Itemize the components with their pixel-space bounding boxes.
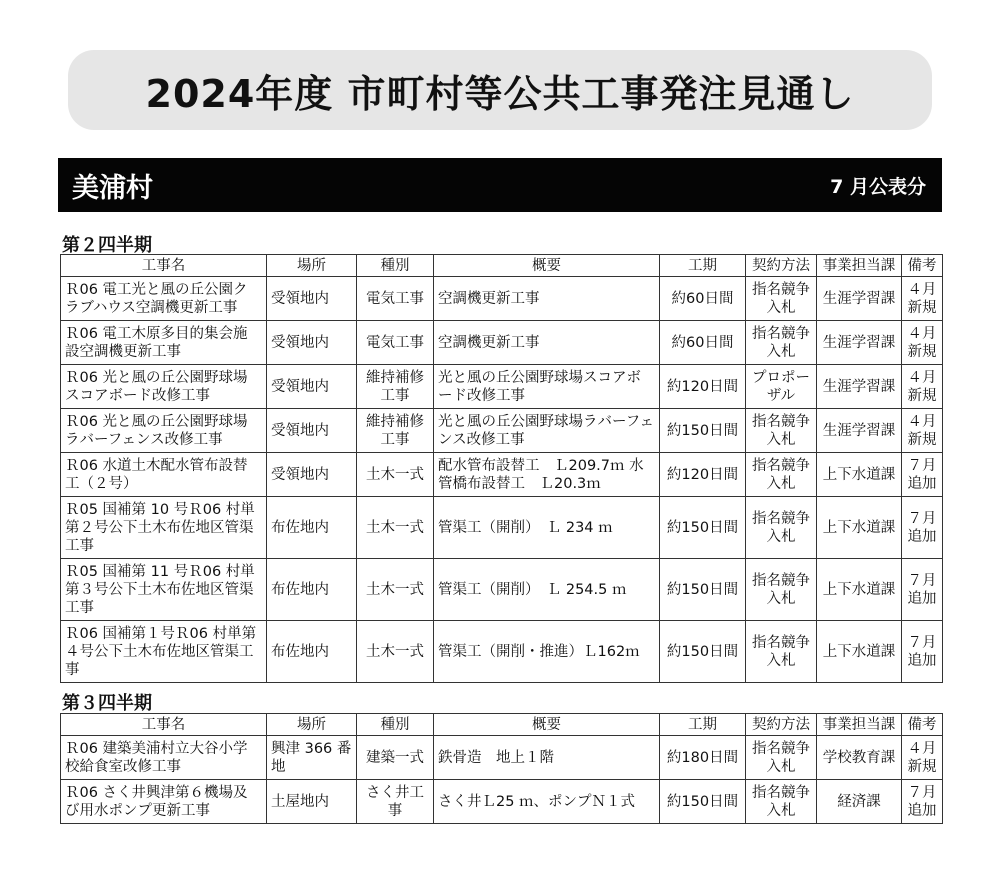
- cell-method: 指名競争入札: [746, 780, 817, 824]
- column-header: 備考: [902, 255, 943, 277]
- cell-period: 約150日間: [660, 497, 746, 559]
- quarter-heading: 第３四半期: [62, 693, 152, 714]
- title-banner: [68, 50, 932, 130]
- cell-summary: 鉄骨造 地上１階: [434, 736, 660, 780]
- column-header: 種別: [357, 255, 434, 277]
- cell-place: 布佐地内: [267, 621, 357, 683]
- cell-type: 電気工事: [357, 277, 434, 321]
- column-header: 工期: [660, 714, 746, 736]
- cell-method: 指名競争入札: [746, 559, 817, 621]
- cell-place: 受領地内: [267, 453, 357, 497]
- cell-type: 土木一式: [357, 621, 434, 683]
- cell-type: さく井工事: [357, 780, 434, 824]
- announcement-label: 7 月公表分: [830, 175, 926, 198]
- cell-note: ４月新規: [902, 409, 943, 453]
- column-header: 概要: [434, 714, 660, 736]
- cell-note: ７月追加: [902, 621, 943, 683]
- table-row: [61, 453, 943, 497]
- works-table-q2: [60, 254, 943, 683]
- cell-dept: 生涯学習課: [817, 409, 902, 453]
- cell-period: 約150日間: [660, 409, 746, 453]
- village-name: 美浦村: [72, 172, 153, 204]
- cell-note: ４月新規: [902, 365, 943, 409]
- cell-method: 指名競争入札: [746, 321, 817, 365]
- column-header: 備考: [902, 714, 943, 736]
- cell-dept: 経済課: [817, 780, 902, 824]
- works-table-q3: [60, 713, 943, 824]
- cell-dept: 生涯学習課: [817, 321, 902, 365]
- cell-summary: 管渠工（開削） Ｌ 234 ｍ: [434, 497, 660, 559]
- page-title: 2024年度 市町村等公共工事発注見通し: [145, 71, 855, 116]
- cell-place: 受領地内: [267, 409, 357, 453]
- column-header: 工事名: [61, 714, 267, 736]
- column-header: 種別: [357, 714, 434, 736]
- cell-summary: 光と風の丘公園野球場スコアボード改修工事: [434, 365, 660, 409]
- cell-type: 維持補修工事: [357, 365, 434, 409]
- table-row: [61, 780, 943, 824]
- table-row: [61, 321, 943, 365]
- cell-place: 土屋地内: [267, 780, 357, 824]
- cell-dept: 学校教育課: [817, 736, 902, 780]
- column-header: 契約方法: [746, 714, 817, 736]
- cell-summary: さく井Ｌ25 ｍ、ポンプＮ１式: [434, 780, 660, 824]
- cell-note: ４月新規: [902, 736, 943, 780]
- cell-dept: 上下水道課: [817, 559, 902, 621]
- cell-summary: 管渠工（開削） Ｌ 254.5 ｍ: [434, 559, 660, 621]
- cell-period: 約120日間: [660, 365, 746, 409]
- cell-name: Ｒ06 電工光と風の丘公園クラブハウス空調機更新工事: [61, 277, 267, 321]
- cell-name: Ｒ05 国補第 10 号Ｒ06 村単第２号公下土木布佐地区管渠工事: [61, 497, 267, 559]
- cell-place: 受領地内: [267, 365, 357, 409]
- cell-period: 約150日間: [660, 621, 746, 683]
- cell-name: Ｒ06 水道土木配水管布設替工（２号）: [61, 453, 267, 497]
- cell-place: 受領地内: [267, 277, 357, 321]
- cell-name: Ｒ06 電工木原多目的集会施設空調機更新工事: [61, 321, 267, 365]
- cell-summary: 光と風の丘公園野球場ラバーフェンス改修工事: [434, 409, 660, 453]
- cell-note: ７月追加: [902, 497, 943, 559]
- table-row: [61, 277, 943, 321]
- cell-method: 指名競争入札: [746, 409, 817, 453]
- cell-place: 布佐地内: [267, 559, 357, 621]
- table-row: [61, 736, 943, 780]
- table-header-row: [61, 714, 943, 736]
- cell-note: ７月追加: [902, 559, 943, 621]
- column-header: 概要: [434, 255, 660, 277]
- cell-note: ４月新規: [902, 321, 943, 365]
- column-header: 事業担当課: [817, 255, 902, 277]
- cell-method: 指名競争入札: [746, 736, 817, 780]
- column-header: 契約方法: [746, 255, 817, 277]
- cell-method: 指名競争入札: [746, 621, 817, 683]
- table-header-row: [61, 255, 943, 277]
- cell-dept: 生涯学習課: [817, 365, 902, 409]
- cell-place: 布佐地内: [267, 497, 357, 559]
- cell-period: 約150日間: [660, 559, 746, 621]
- column-header: 場所: [267, 714, 357, 736]
- cell-type: 土木一式: [357, 559, 434, 621]
- cell-dept: 上下水道課: [817, 621, 902, 683]
- cell-method: 指名競争入札: [746, 277, 817, 321]
- cell-type: 土木一式: [357, 497, 434, 559]
- cell-place: 興津 366 番地: [267, 736, 357, 780]
- cell-note: ７月追加: [902, 453, 943, 497]
- cell-type: 電気工事: [357, 321, 434, 365]
- cell-name: Ｒ06 建築美浦村立大谷小学校給食室改修工事: [61, 736, 267, 780]
- cell-note: ７月追加: [902, 780, 943, 824]
- cell-period: 約60日間: [660, 321, 746, 365]
- cell-type: 建築一式: [357, 736, 434, 780]
- column-header: 場所: [267, 255, 357, 277]
- table-row: [61, 365, 943, 409]
- cell-period: 約120日間: [660, 453, 746, 497]
- cell-summary: 空調機更新工事: [434, 321, 660, 365]
- cell-dept: 上下水道課: [817, 497, 902, 559]
- cell-dept: 生涯学習課: [817, 277, 902, 321]
- cell-period: 約180日間: [660, 736, 746, 780]
- cell-method: 指名競争入札: [746, 453, 817, 497]
- cell-name: Ｒ06 国補第１号Ｒ06 村単第４号公下土木布佐地区管渠工事: [61, 621, 267, 683]
- cell-name: Ｒ06 光と風の丘公園野球場ラバーフェンス改修工事: [61, 409, 267, 453]
- cell-name: Ｒ06 さく井興津第６機場及び用水ポンプ更新工事: [61, 780, 267, 824]
- table-row: [61, 409, 943, 453]
- table-row: [61, 559, 943, 621]
- cell-summary: 配水管布設替工 Ｌ209.7ｍ 水管橋布設替工 Ｌ20.3ｍ: [434, 453, 660, 497]
- cell-type: 土木一式: [357, 453, 434, 497]
- cell-summary: 空調機更新工事: [434, 277, 660, 321]
- cell-dept: 上下水道課: [817, 453, 902, 497]
- cell-method: プロポーザル: [746, 365, 817, 409]
- cell-method: 指名競争入札: [746, 497, 817, 559]
- cell-type: 維持補修工事: [357, 409, 434, 453]
- cell-place: 受領地内: [267, 321, 357, 365]
- quarter-heading: 第２四半期: [62, 235, 152, 256]
- table-row: [61, 497, 943, 559]
- cell-period: 約150日間: [660, 780, 746, 824]
- cell-name: Ｒ05 国補第 11 号Ｒ06 村単第３号公下土木布佐地区管渠工事: [61, 559, 267, 621]
- cell-name: Ｒ06 光と風の丘公園野球場スコアボード改修工事: [61, 365, 267, 409]
- cell-note: ４月新規: [902, 277, 943, 321]
- table-row: [61, 621, 943, 683]
- village-header-bar: [58, 158, 942, 212]
- column-header: 事業担当課: [817, 714, 902, 736]
- cell-summary: 管渠工（開削・推進）Ｌ162ｍ: [434, 621, 660, 683]
- column-header: 工事名: [61, 255, 267, 277]
- column-header: 工期: [660, 255, 746, 277]
- cell-period: 約60日間: [660, 277, 746, 321]
